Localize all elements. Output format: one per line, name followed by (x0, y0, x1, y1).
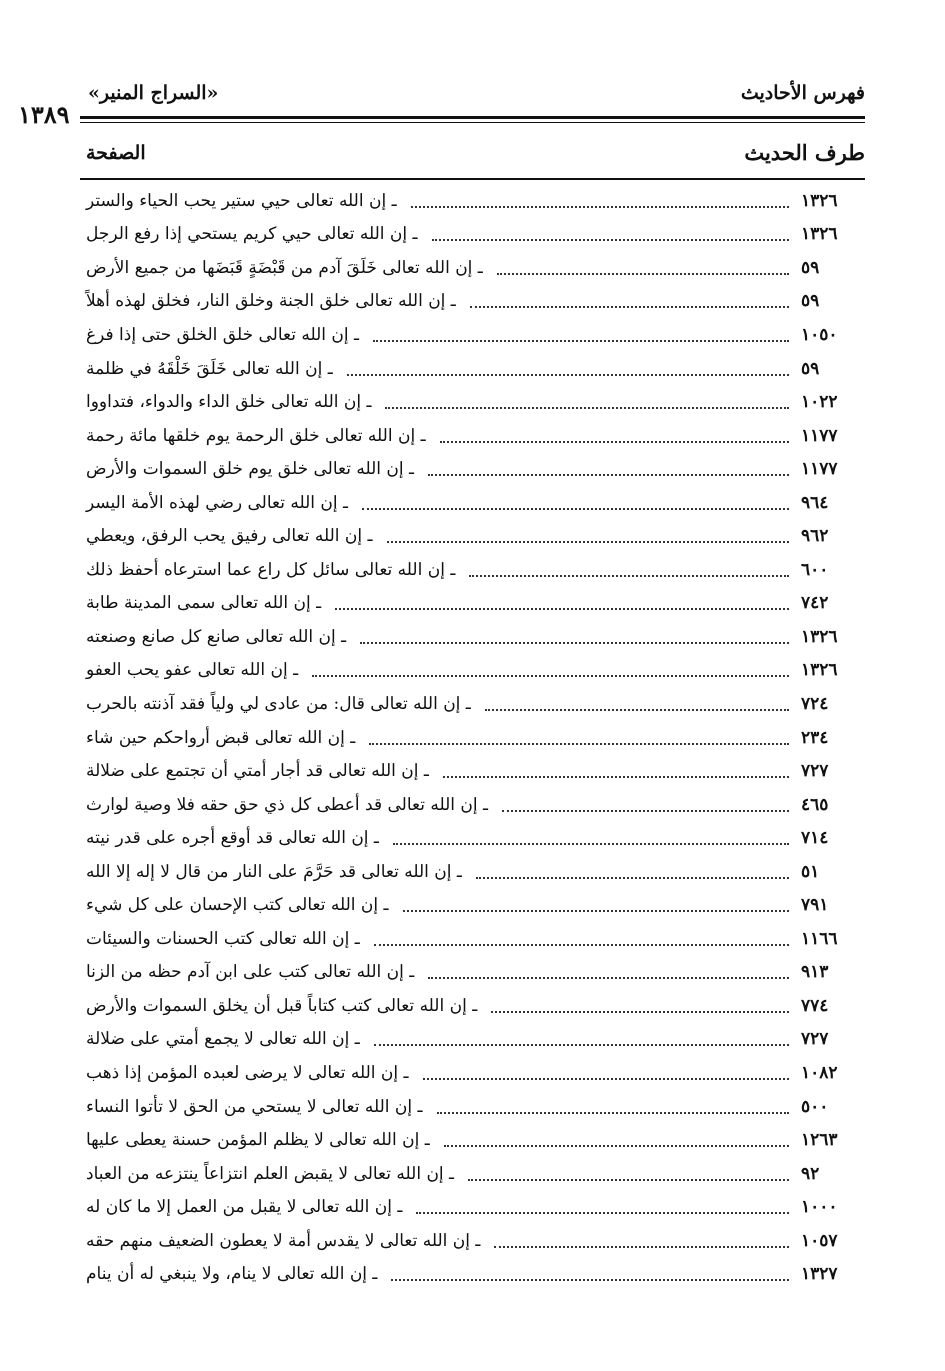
dot-leader (403, 910, 789, 912)
index-entry (80, 519, 865, 553)
hadith-incipit: ـ إن الله تعالى لا ينام، ولا ينبغي له أن ينام (86, 1264, 378, 1285)
entry-page-number: ٥٩ (801, 291, 820, 312)
dot-leader (491, 1011, 789, 1013)
entry-page-number: ٧٢٧ (801, 1029, 829, 1050)
dot-leader (470, 306, 789, 308)
hadith-incipit: ـ إن الله تعالى رضي لهذه الأمة اليسر (86, 492, 348, 513)
page-number: ١٣٨٩ (18, 100, 70, 129)
index-entry (80, 1090, 865, 1124)
index-entry (80, 654, 865, 688)
index-entry (80, 1224, 865, 1258)
entry-page-number: ٤٦٥ (801, 794, 829, 815)
dot-leader (362, 508, 789, 510)
dot-leader (416, 1212, 789, 1214)
dot-leader (360, 642, 789, 644)
entry-page-number: ٦٠٠ (801, 559, 829, 580)
dot-leader (494, 1246, 789, 1248)
entry-page-number: ١١٦٦ (801, 928, 838, 949)
hadith-incipit: ـ إن الله تعالى حيي كريم يستحي إذا رفع الرجل (86, 224, 418, 245)
hadith-incipit: ـ إن الله تعالى قال: من عادى لي ولياً فقد آذنته بالحرب (86, 693, 471, 714)
dot-leader (385, 407, 789, 409)
index-entry (80, 788, 865, 822)
entry-page-number: ٩٢ (801, 1163, 820, 1184)
entry-page-number: ٥٩ (801, 358, 820, 379)
entry-page-number: ١٠٥٧ (801, 1230, 838, 1251)
running-head (80, 82, 865, 116)
dot-leader (374, 1044, 789, 1046)
entry-page-number: ١٣٢٦ (801, 224, 838, 245)
hadith-incipit: ـ إن الله تعالى خلق الداء والدواء، فتداووا (86, 392, 372, 413)
index-entry (80, 1190, 865, 1224)
dot-leader (469, 575, 789, 577)
dot-leader (497, 273, 789, 275)
index-entry (80, 620, 865, 654)
hadith-incipit: ـ إن الله تعالى قبض أرواحكم حين شاء (86, 727, 356, 748)
entry-page-number: ١٢٦٣ (801, 1130, 838, 1151)
header-rule-thin (80, 122, 865, 123)
dot-leader (468, 1179, 789, 1181)
column-headers (80, 140, 865, 174)
hadith-incipit: ـ إن الله تعالى لا يظلم المؤمن حسنة يعطى عليها (86, 1130, 430, 1151)
dot-leader (347, 374, 789, 376)
dot-leader (502, 810, 789, 812)
hadith-incipit: ـ إن الله تعالى صانع كل صانع وصنعته (86, 626, 347, 647)
entry-page-number: ٧٩١ (801, 895, 829, 916)
entry-page-number: ١٣٢٧ (801, 1264, 838, 1285)
dot-leader (440, 441, 789, 443)
column-header-rule (80, 178, 865, 180)
hadith-incipit: ـ إن الله تعالى خلق الرحمة يوم خلقها مائة رحمة (86, 425, 426, 446)
hadith-incipit: ـ إن الله تعالى لا يرضى لعبده المؤمن إذا ذهب (86, 1062, 409, 1083)
index-entry (80, 1056, 865, 1090)
index-entry (80, 352, 865, 386)
entry-page-number: ٩٦٢ (801, 526, 829, 547)
index-entry (80, 385, 865, 419)
index-entry (80, 452, 865, 486)
dot-leader (312, 675, 789, 677)
entry-page-number: ٥١ (801, 861, 820, 882)
dot-leader (437, 1112, 789, 1114)
hadith-incipit: ـ إن الله تعالى كتب الإحسان على كل شيء (86, 895, 389, 916)
dot-leader (391, 1279, 789, 1281)
entry-page-number: ١٠٠٠ (801, 1197, 838, 1218)
entry-page-number: ١٠٢٢ (801, 392, 838, 413)
hadith-incipit: ـ إن الله تعالى قد أعطى كل ذي حق حقه فلا وصية لوارث (86, 794, 488, 815)
hadith-incipit: ـ إن الله تعالى كتب الحسنات والسيئات (86, 928, 360, 949)
hadith-incipit: ـ إن الله تعالى سمى المدينة طابة (86, 593, 322, 614)
hadith-incipit: ـ إن الله تعالى كتب على ابن آدم حظه من الزنا (86, 962, 415, 983)
hadith-incipit: ـ إن الله تعالى رفيق يحب الرفق، ويعطي (86, 526, 373, 547)
entry-page-number: ٧٢٤ (801, 693, 829, 714)
dot-leader (335, 608, 789, 610)
dot-leader (485, 709, 789, 711)
index-title: فهرس الأحاديث (740, 82, 865, 104)
hadith-incipit: ـ إن الله تعالى سائل كل راع عما استرعاه أحفظ ذلك (86, 559, 456, 580)
page-column-label: الصفحة (86, 142, 146, 164)
index-entry (80, 1023, 865, 1057)
entry-page-number: ١٣٢٦ (801, 626, 838, 647)
entry-page-number: ٧٢٧ (801, 761, 829, 782)
dot-leader (432, 239, 790, 241)
index-entry (80, 486, 865, 520)
index-entry (80, 922, 865, 956)
hadith-incipit: ـ إن الله تعالى خلق الجنة وخلق النار، فخلق لهذه أهلاً (86, 291, 456, 312)
hadith-incipit: ـ إن الله تعالى عفو يحب العفو (86, 660, 299, 681)
dot-leader (387, 541, 790, 543)
dot-leader (369, 743, 789, 745)
entry-page-number: ٢٣٤ (801, 727, 829, 748)
index-entry (80, 1123, 865, 1157)
hadith-incipit: ـ إن الله تعالى خلق الخلق حتى إذا فرغ (86, 324, 359, 345)
hadith-index-list (80, 184, 865, 1291)
hadith-incipit: ـ إن الله تعالى لا يقبض العلم انتزاعاً ينتزعه من العباد (86, 1163, 455, 1184)
index-entry (80, 855, 865, 889)
dot-leader (428, 474, 789, 476)
entry-page-number: ١٣٢٦ (801, 190, 838, 211)
hadith-incipit: ـ إن الله تعالى كتب كتاباً قبل أن يخلق السموات والأرض (86, 995, 478, 1016)
index-entry (80, 587, 865, 621)
hadith-incipit: ـ إن الله تعالى خَلَقَ آدم من قَبْضَةٍ قَبَضَها من جميع الأرض (86, 257, 483, 278)
hadith-incipit: ـ إن الله تعالى قد أوقع أجره على قدر نيته (86, 828, 379, 849)
hadith-incipit: ـ إن الله تعالى لا يستحي من الحق لا تأتوا النساء (86, 1096, 423, 1117)
hadith-incipit: ـ إن الله تعالى قد حَرَّمَ على النار من قال لا إله إلا الله (86, 861, 462, 882)
entry-page-number: ٩١٣ (801, 962, 829, 983)
index-entry (80, 318, 865, 352)
hadith-incipit: ـ إن الله تعالى حيي ستير يحب الحياء والستر (86, 190, 397, 211)
dot-leader (443, 776, 789, 778)
dot-leader (374, 944, 789, 946)
index-entry (80, 687, 865, 721)
entry-page-number: ١٠٨٢ (801, 1062, 838, 1083)
hadith-column-label: طرف الحديث (744, 140, 865, 165)
dot-leader (393, 843, 789, 845)
hadith-incipit: ـ إن الله تعالى لا يقدس أمة لا يعطون الضعيف منهم حقه (86, 1230, 481, 1251)
index-entry (80, 184, 865, 218)
entry-page-number: ٧١٤ (801, 828, 829, 849)
header-rule-thick (80, 116, 865, 119)
dot-leader (444, 1145, 789, 1147)
index-entry (80, 989, 865, 1023)
index-entry (80, 419, 865, 453)
index-entry (80, 251, 865, 285)
dot-leader (411, 206, 789, 208)
hadith-incipit: ـ إن الله تعالى خلق يوم خلق السموات والأرض (86, 459, 414, 480)
index-entry (80, 821, 865, 855)
dot-leader (423, 1078, 790, 1080)
index-entry (80, 218, 865, 252)
hadith-incipit: ـ إن الله تعالى قد أجار أمتي أن تجتمع على ضلالة (86, 761, 429, 782)
index-entry (80, 754, 865, 788)
dot-leader (373, 340, 789, 342)
index-entry (80, 956, 865, 990)
entry-page-number: ١٠٥٠ (801, 324, 838, 345)
hadith-incipit: ـ إن الله تعالى لا يجمع أمتي على ضلالة (86, 1029, 360, 1050)
entry-page-number: ١١٧٧ (801, 425, 838, 446)
index-entry (80, 888, 865, 922)
index-entry (80, 1258, 865, 1292)
index-entry (80, 553, 865, 587)
hadith-incipit: ـ إن الله تعالى لا يقبل من العمل إلا ما كان له (86, 1197, 403, 1218)
entry-page-number: ١٣٢٦ (801, 660, 838, 681)
dot-leader (428, 977, 789, 979)
hadith-incipit: ـ إن الله تعالى خَلَقَ خَلْقَهُ في ظلمة (86, 358, 333, 379)
entry-page-number: ١١٧٧ (801, 459, 838, 480)
index-entry (80, 285, 865, 319)
entry-page-number: ٥٩ (801, 257, 820, 278)
entry-page-number: ٧٧٤ (801, 995, 829, 1016)
index-entry (80, 1157, 865, 1191)
entry-page-number: ٧٤٢ (801, 593, 829, 614)
book-title: «السراج المنير» (88, 82, 219, 104)
entry-page-number: ٥٠٠ (801, 1096, 829, 1117)
entry-page-number: ٩٦٤ (801, 492, 829, 513)
index-entry (80, 721, 865, 755)
dot-leader (476, 877, 789, 879)
